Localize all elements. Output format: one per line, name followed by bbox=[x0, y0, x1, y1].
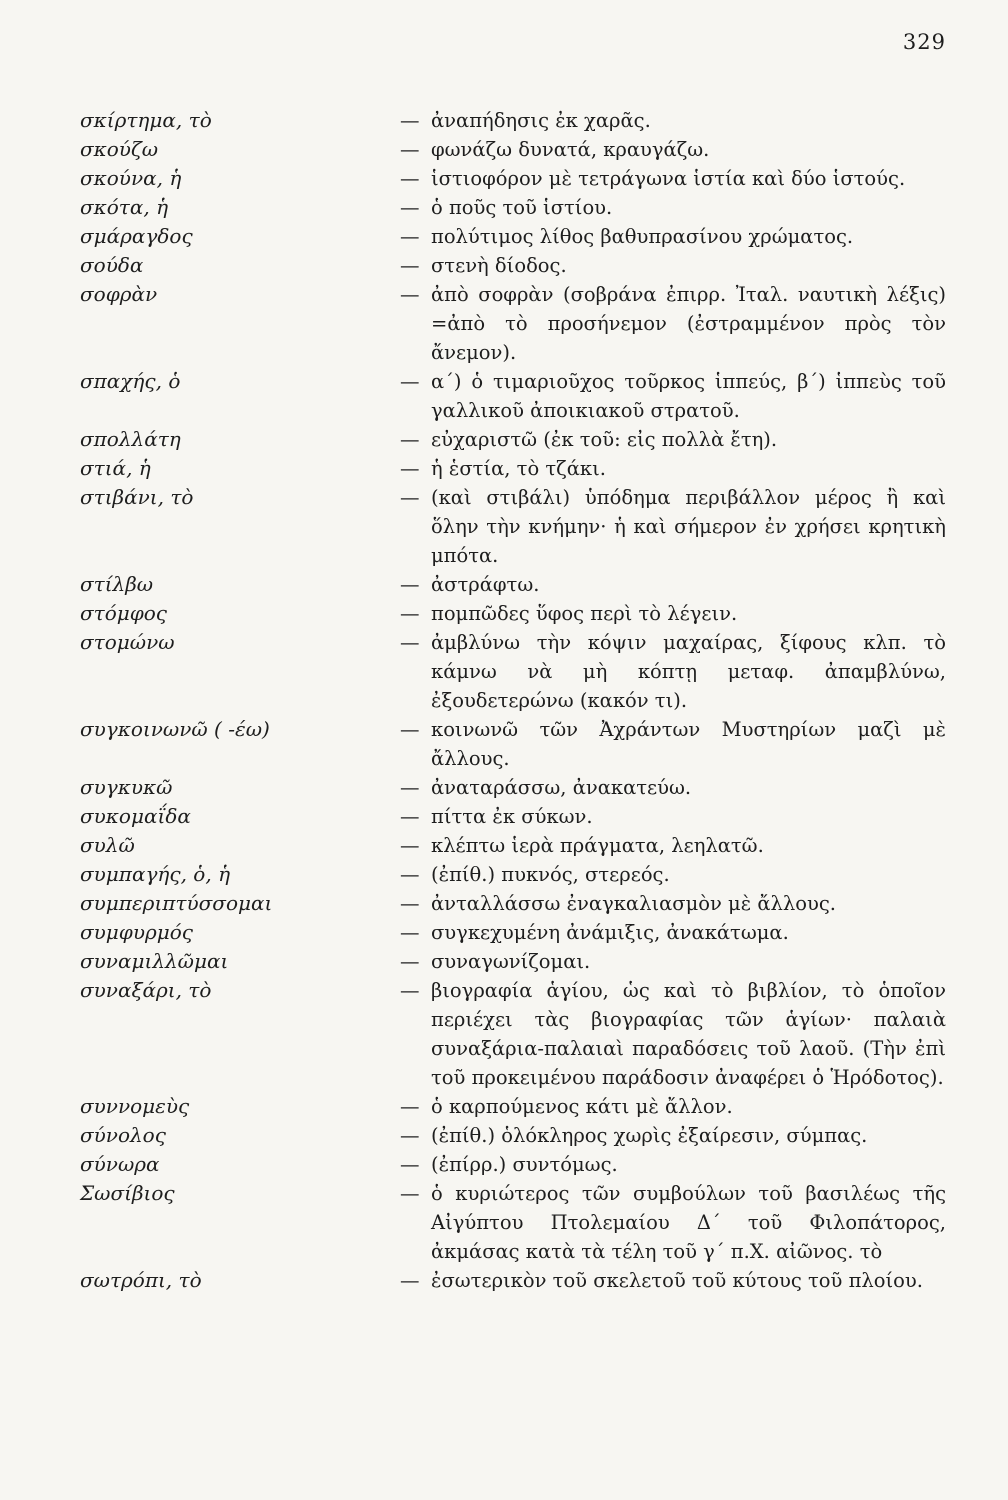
entry-definition-text: ἡ ἑστία, τὸ τζάκι. bbox=[431, 457, 606, 480]
entry-dash: — bbox=[400, 863, 420, 886]
entry-dash: — bbox=[400, 979, 420, 1002]
entry-definition bbox=[400, 1179, 950, 1266]
glossary-entry bbox=[80, 251, 950, 280]
entry-definition-text: κοινωνῶ τῶν Ἀχράντων Μυστηρίων μαζὶ μὲ ἄλλους. bbox=[431, 718, 946, 770]
glossary-entry bbox=[80, 918, 950, 947]
entry-definition bbox=[400, 164, 950, 193]
entry-definition-text: ἀναπήδησις ἐκ χαρᾶς. bbox=[431, 109, 651, 132]
glossary-entry bbox=[80, 1092, 950, 1121]
entry-definition bbox=[400, 251, 950, 280]
entry-definition bbox=[400, 628, 950, 715]
entry-term: σμάραγδος bbox=[80, 224, 193, 248]
glossary-entry bbox=[80, 976, 950, 1092]
glossary-entry bbox=[80, 628, 950, 715]
entry-dash: — bbox=[400, 921, 420, 944]
entry-term: συγκυκῶ bbox=[80, 775, 173, 799]
entry-dash: — bbox=[400, 1124, 420, 1147]
entry-term: σύνωρα bbox=[80, 1152, 160, 1176]
entry-dash: — bbox=[400, 254, 420, 277]
entry-term: στιβάνι, τὸ bbox=[80, 485, 194, 509]
entry-definition-text: ἐσωτερικὸν τοῦ σκελετοῦ τοῦ κύτους τοῦ πλοίου. bbox=[431, 1269, 923, 1292]
glossary-entry bbox=[80, 425, 950, 454]
entry-dash: — bbox=[400, 1095, 420, 1118]
entry-definition bbox=[400, 715, 950, 773]
glossary-entry bbox=[80, 773, 950, 802]
entry-definition bbox=[400, 860, 950, 889]
entry-term: σκίρτημα, τὸ bbox=[80, 108, 212, 132]
glossary-entry bbox=[80, 860, 950, 889]
entry-definition-text: φωνάζω δυνατά, κραυγάζω. bbox=[431, 138, 710, 161]
entry-definition bbox=[400, 1266, 950, 1295]
entry-dash: — bbox=[400, 457, 420, 480]
entry-dash: — bbox=[400, 1182, 420, 1205]
entry-dash: — bbox=[400, 1269, 420, 1292]
glossary-entry bbox=[80, 570, 950, 599]
glossary-entry bbox=[80, 831, 950, 860]
entry-term: συκομαΐδα bbox=[80, 804, 191, 828]
entry-term: σκότα, ἡ bbox=[80, 195, 169, 219]
entry-definition-text: πίττα ἐκ σύκων. bbox=[431, 805, 593, 828]
entry-dash: — bbox=[400, 718, 420, 741]
entry-term: σωτρόπι, τὸ bbox=[80, 1268, 202, 1292]
entry-dash: — bbox=[400, 805, 420, 828]
entry-definition bbox=[400, 773, 950, 802]
entry-dash: — bbox=[400, 602, 420, 625]
entry-term: Σωσίβιος bbox=[80, 1181, 175, 1205]
entry-definition-text: (ἐπίρρ.) συντόμως. bbox=[431, 1153, 618, 1176]
entry-term: σπαχής, ὁ bbox=[80, 369, 181, 393]
glossary-entry bbox=[80, 1121, 950, 1150]
entry-definition bbox=[400, 222, 950, 251]
entry-dash: — bbox=[400, 167, 420, 190]
entry-definition bbox=[400, 1092, 950, 1121]
entry-definition-text: ὁ κυριώτερος τῶν συμβούλων τοῦ βασιλέως τῆς Αἰγύπτου Πτολεμαίου Δ΄ τοῦ Φιλοπάτορος, ἀκμάσας κατὰ τὰ τέλη τοῦ γ΄ π.Χ. αἰῶνος. τὸ bbox=[431, 1182, 946, 1263]
entry-definition-text: (καὶ στιβάλι) ὑπόδημα περιβάλλον μέρος ἢ καὶ ὅλην τὴν κνήμην· ἡ καὶ σήμερον ἐν χρήσει κρητικὴ μπότα. bbox=[431, 486, 946, 567]
entry-definition-text: ἀπὸ σοφρὰν (σοβράνα ἐπιρρ. Ἰταλ. ναυτικὴ λέξις) =ἀπὸ τὸ προσήνεμον (ἐστραμμένον πρὸς τὸν ἄνεμον). bbox=[431, 283, 946, 364]
entry-dash: — bbox=[400, 950, 420, 973]
entry-term: σοφρὰν bbox=[80, 282, 158, 306]
entry-term: στομώνω bbox=[80, 630, 175, 654]
entry-definition-text: κλέπτω ἱερὰ πράγματα, λεηλατῶ. bbox=[431, 834, 764, 857]
entry-definition-text: ὁ ποῦς τοῦ ἱστίου. bbox=[431, 196, 613, 219]
entry-dash: — bbox=[400, 109, 420, 132]
entry-definition-text: ἀναταράσσω, ἀνακατεύω. bbox=[431, 776, 692, 799]
entry-definition bbox=[400, 570, 950, 599]
entry-dash: — bbox=[400, 486, 420, 509]
entry-term: συμπαγής, ὁ, ἡ bbox=[80, 862, 231, 886]
glossary-entry bbox=[80, 483, 950, 570]
glossary-list bbox=[80, 106, 950, 1295]
entry-term: συναξάρι, τὸ bbox=[80, 978, 212, 1002]
entry-definition bbox=[400, 454, 950, 483]
entry-definition-text: συναγωνίζομαι. bbox=[431, 950, 591, 973]
entry-definition-text: βιογραφία ἁγίου, ὡς καὶ τὸ βιβλίον, τὸ ὁποῖον περιέχει τὰς βιογραφίας τῶν ἁγίων· παλαιὰ συναξάρια-παλαιαὶ παραδόσεις τοῦ λαοῦ. (Τὴν ἐπὶ τοῦ προκειμένου παράδοσιν ἀναφέρει ὁ Ἡρόδοτος). bbox=[431, 979, 946, 1089]
entry-term: συγκοινωνῶ ( -έω) bbox=[80, 717, 270, 741]
entry-dash: — bbox=[400, 196, 420, 219]
glossary-entry bbox=[80, 222, 950, 251]
entry-definition-text: α΄) ὁ τιμαριοῦχος τοῦρκος ἱππεύς, β΄) ἱππεὺς τοῦ γαλλικοῦ ἀποικιακοῦ στρατοῦ. bbox=[431, 370, 946, 422]
entry-definition bbox=[400, 1150, 950, 1179]
entry-dash: — bbox=[400, 573, 420, 596]
glossary-entry bbox=[80, 164, 950, 193]
glossary-entry bbox=[80, 599, 950, 628]
entry-definition bbox=[400, 831, 950, 860]
entry-definition-text: εὐχαριστῶ (ἐκ τοῦ: εἰς πολλὰ ἔτη). bbox=[431, 428, 778, 451]
entry-definition bbox=[400, 106, 950, 135]
entry-definition-text: (ἐπίθ.) ὁλόκληρος χωρὶς ἐξαίρεσιν, σύμπας. bbox=[431, 1124, 868, 1147]
entry-definition-text: πολύτιμος λίθος βαθυπρασίνου χρώματος. bbox=[431, 225, 854, 248]
entry-dash: — bbox=[400, 428, 420, 451]
entry-term: στόμφος bbox=[80, 601, 168, 625]
entry-term: σπολλάτη bbox=[80, 427, 181, 451]
entry-term: στίλβω bbox=[80, 572, 154, 596]
entry-term: σύνολος bbox=[80, 1123, 166, 1147]
entry-term: συμπεριπτύσσομαι bbox=[80, 891, 273, 915]
glossary-entry bbox=[80, 1150, 950, 1179]
entry-dash: — bbox=[400, 225, 420, 248]
glossary-entry bbox=[80, 715, 950, 773]
entry-definition bbox=[400, 976, 950, 1092]
entry-definition bbox=[400, 425, 950, 454]
entry-dash: — bbox=[400, 138, 420, 161]
entry-dash: — bbox=[400, 1153, 420, 1176]
entry-definition bbox=[400, 367, 950, 425]
glossary-entry bbox=[80, 947, 950, 976]
entry-definition-text: ἀμβλύνω τὴν κόψιν μαχαίρας, ξίφους κλπ. τὸ κάμνω νὰ μὴ κόπτῃ μεταφ. ἀπαμβλύνω, ἐξουδετερώνω (κακόν τι). bbox=[431, 631, 946, 712]
glossary-entry bbox=[80, 1179, 950, 1266]
entry-dash: — bbox=[400, 283, 420, 306]
entry-definition-text: ὁ καρπούμενος κάτι μὲ ἄλλον. bbox=[431, 1095, 733, 1118]
entry-term: συννομεὺς bbox=[80, 1094, 190, 1118]
entry-definition bbox=[400, 918, 950, 947]
glossary-entry bbox=[80, 193, 950, 222]
entry-term: συλῶ bbox=[80, 833, 135, 857]
glossary-entry bbox=[80, 367, 950, 425]
glossary-entry bbox=[80, 802, 950, 831]
entry-definition-text: ἀνταλλάσσω ἐναγκαλιασμὸν μὲ ἄλλους. bbox=[431, 892, 836, 915]
entry-dash: — bbox=[400, 631, 420, 654]
entry-definition-text: συγκεχυμένη ἀνάμιξις, ἀνακάτωμα. bbox=[431, 921, 789, 944]
entry-term: σούδα bbox=[80, 253, 144, 277]
entry-definition bbox=[400, 193, 950, 222]
glossary-entry bbox=[80, 106, 950, 135]
entry-definition bbox=[400, 802, 950, 831]
glossary-entry bbox=[80, 280, 950, 367]
entry-definition bbox=[400, 1121, 950, 1150]
glossary-entry bbox=[80, 889, 950, 918]
entry-definition bbox=[400, 483, 950, 570]
entry-definition bbox=[400, 135, 950, 164]
entry-definition-text: (ἐπίθ.) πυκνός, στερεός. bbox=[431, 863, 670, 886]
entry-definition bbox=[400, 280, 950, 367]
entry-definition-text: πομπῶδες ὕφος περὶ τὸ λέγειν. bbox=[431, 602, 738, 625]
entry-definition-text: στενὴ δίοδος. bbox=[431, 254, 567, 277]
entry-definition-text: ἀστράφτω. bbox=[431, 573, 540, 596]
glossary-entry bbox=[80, 135, 950, 164]
entry-definition bbox=[400, 889, 950, 918]
entry-term: στιά, ἡ bbox=[80, 456, 151, 480]
glossary-entry bbox=[80, 1266, 950, 1295]
entry-dash: — bbox=[400, 834, 420, 857]
glossary-entry bbox=[80, 454, 950, 483]
entry-dash: — bbox=[400, 776, 420, 799]
entry-term: συμφυρμός bbox=[80, 920, 193, 944]
entry-dash: — bbox=[400, 370, 420, 393]
entry-term: σκούνα, ἡ bbox=[80, 166, 182, 190]
entry-dash: — bbox=[400, 892, 420, 915]
entry-term: συναμιλλῶμαι bbox=[80, 949, 229, 973]
page-number: 329 bbox=[902, 30, 946, 54]
entry-definition bbox=[400, 947, 950, 976]
entry-definition bbox=[400, 599, 950, 628]
entry-definition-text: ἱστιοφόρον μὲ τετράγωνα ἱστία καὶ δύο ἱστούς. bbox=[431, 167, 906, 190]
entry-term: σκούζω bbox=[80, 137, 159, 161]
